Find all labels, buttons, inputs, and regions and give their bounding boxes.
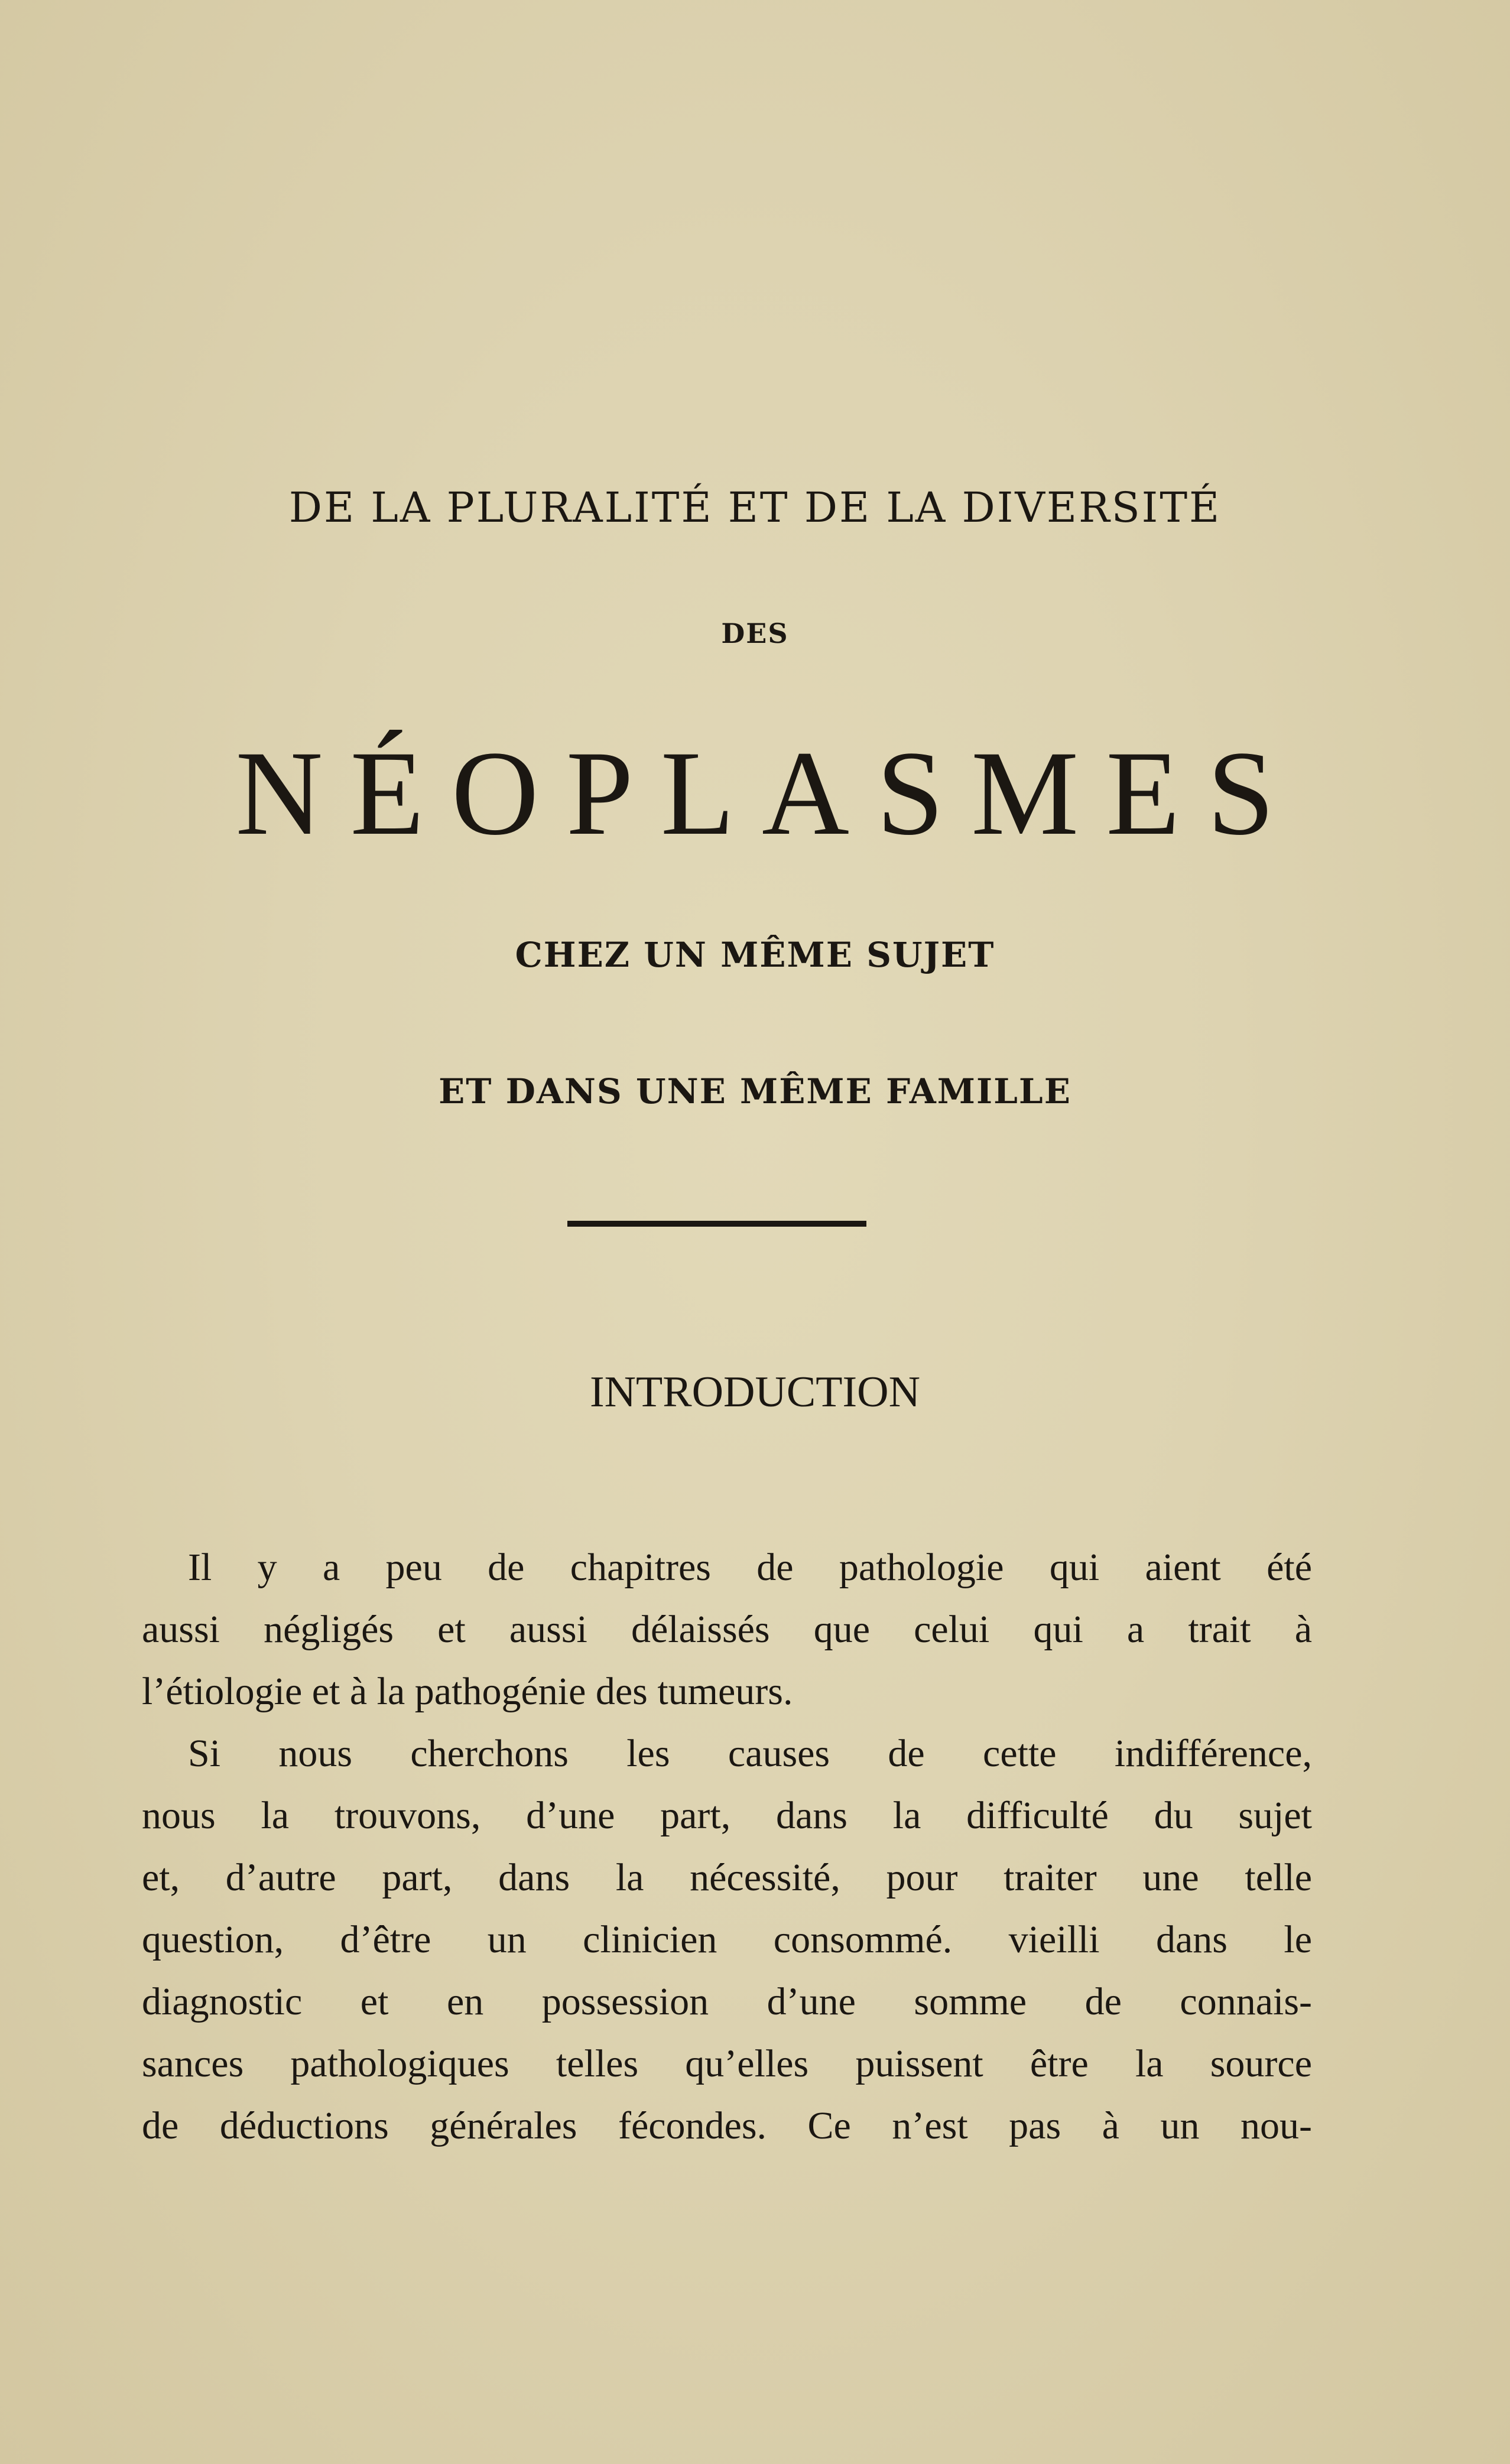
text-line: de déductions générales fécondes. Ce n’est pas à un nou- xyxy=(142,2104,1312,2147)
text-line: nous la trouvons, d’une part, dans la difficulté du sujet xyxy=(142,1794,1312,1837)
main-title: NÉOPLASMES xyxy=(235,726,1302,860)
text-line: Si nous cherchons les causes de cette indifférence, xyxy=(188,1732,1312,1775)
text-line: question, d’être un clinicien consommé. vieilli dans le xyxy=(142,1918,1312,1961)
text-line: diagnostic et en possession d’une somme de connais- xyxy=(142,1980,1312,2023)
title-line-2: DES xyxy=(721,617,789,649)
text-line: Il y a peu de chapitres de pathologie qui aient été xyxy=(188,1546,1312,1589)
title-line-1: DE LA PLURALITÉ ET DE LA DIVERSITÉ xyxy=(288,483,1222,532)
title-line-5: ET DANS UNE MÊME FAMILLE xyxy=(439,1071,1071,1111)
text-line: aussi négligés et aussi délaissés que celui qui a trait à xyxy=(142,1608,1312,1651)
text-line: sances pathologiques telles qu’elles puissent être la source xyxy=(142,2042,1312,2085)
body-text xyxy=(142,1536,1312,2157)
text-line: l’étiologie et à la pathogénie des tumeurs. xyxy=(142,1670,793,1713)
divider-rule xyxy=(567,1221,866,1227)
title-line-4: CHEZ UN MÊME SUJET xyxy=(515,935,995,975)
section-heading: INTRODUCTION xyxy=(589,1368,921,1416)
text-line: et, d’autre part, dans la nécessité, pour traiter une telle xyxy=(142,1856,1312,1899)
